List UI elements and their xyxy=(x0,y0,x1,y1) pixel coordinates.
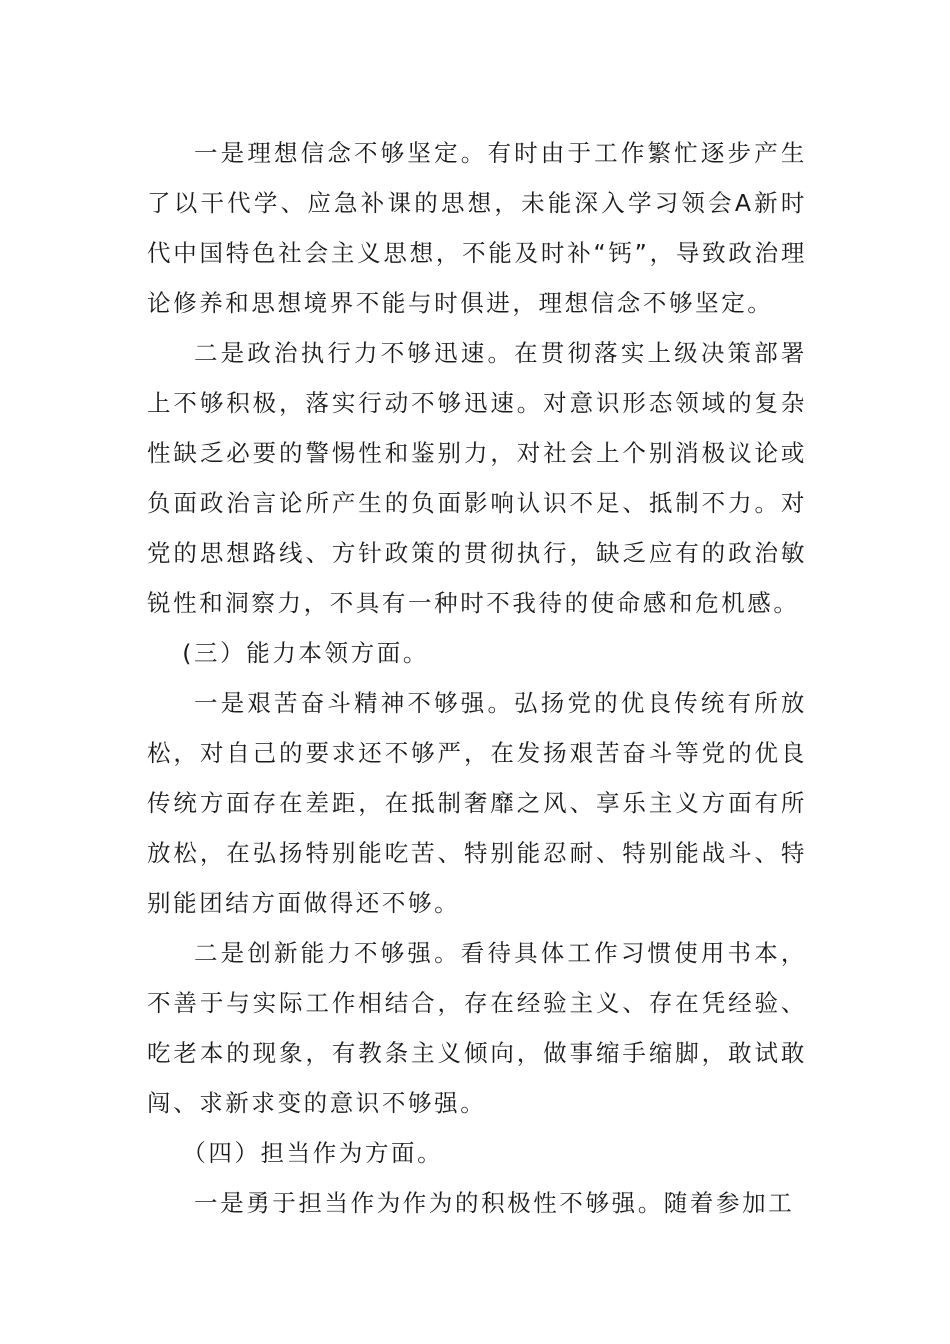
paragraph-political-execution: 二是政治执行力不够迅速。在贯彻落实上级决策部署上不够积极，落实行动不够迅速。对意识形态领域的复杂性缺乏必要的警惕性和鉴别力，对社会上个别消极议论或负面政治言论所产生的负面影响认识不足、抵制不力。对党的思想路线、方针政策的贯彻执行，缺乏应有的政治敏锐性和洞察力，不具有一种时不我待的使命感和危机感。 xyxy=(147,339,807,617)
paragraph-innovation-ability: 二是创新能力不够强。看待具体工作习惯使用书本，不善于与实际工作相结合，存在经验主义、存在凭经验、吃老本的现象，有教条主义倾向，做事缩手缩脚，敢试敢闯、求新求变的意识不够强。 xyxy=(147,939,807,1117)
document-body xyxy=(147,128,807,1228)
paragraph-hard-work-spirit: 一是艰苦奋斗精神不够强。弘扬党的优良传统有所放松，对自己的要求还不够严，在发扬艰苦奋斗等党的优良传统方面存在差距，在抵制奢靡之风、享乐主义方面有所放松，在弘扬特别能吃苦、特别能忍耐、特别能战斗、特别能团结方面做得还不够。 xyxy=(147,689,807,917)
section-heading-ability: (三）能力本领方面。 xyxy=(182,639,429,667)
section-heading-responsibility: （四）担当作为方面。 xyxy=(182,1139,444,1167)
paragraph-ideals-belief: 一是理想信念不够坚定。有时由于工作繁忙逐步产生了以干代学、应急补课的思想，未能深入学习领会A新时代中国特色社会主义思想，不能及时补“钙”，导致政治理论修养和思想境界不能与时俱进，理想信念不够坚定。 xyxy=(147,139,807,317)
paragraph-responsibility-initiative: 一是勇于担当作为作为的积极性不够强。随着参加工 xyxy=(194,1189,795,1217)
